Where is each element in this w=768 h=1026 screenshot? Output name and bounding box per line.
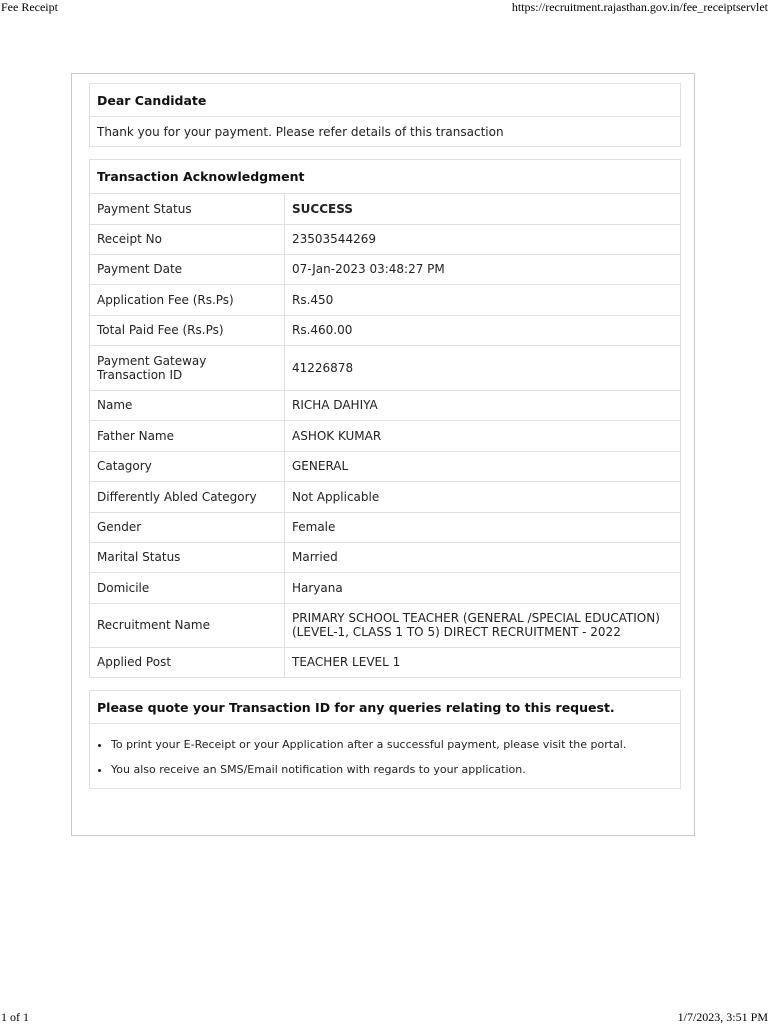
row-label-recruitment-name: Recruitment Name	[90, 603, 285, 647]
table-row	[90, 254, 680, 284]
print-page-title: Fee Receipt	[1, 0, 58, 14]
row-label-name: Name	[90, 390, 285, 420]
category: GENERAL	[285, 451, 681, 481]
recruitment-name: PRIMARY SCHOOL TEACHER (GENERAL /SPECIAL EDUCATION) (LEVEL-1, CLASS 1 TO 5) DIRECT RECRUITMENT - 2022	[285, 603, 681, 647]
transaction-panel	[89, 159, 681, 678]
table-row	[90, 345, 680, 390]
row-label-gender: Gender	[90, 512, 285, 542]
table-row	[90, 481, 680, 512]
table-row	[90, 451, 680, 481]
row-label-total-paid-fee: Total Paid Fee (Rs.Ps)	[90, 315, 285, 345]
row-label-payment-status: Payment Status	[90, 194, 285, 224]
row-label-differently-abled: Differently Abled Category	[90, 481, 285, 512]
greeting-message: Thank you for your payment. Please refer details of this transaction	[97, 124, 504, 139]
table-row	[90, 603, 680, 647]
page-count: 1 of 1	[1, 1010, 29, 1024]
gateway-transaction-id: 41226878	[285, 345, 681, 390]
table-row	[90, 224, 680, 254]
table-row	[90, 194, 680, 224]
table-row	[90, 647, 680, 677]
print-header	[0, 0, 768, 16]
table-row	[90, 390, 680, 420]
total-paid-fee: Rs.460.00	[285, 315, 681, 345]
greeting-title: Dear Candidate	[90, 84, 680, 117]
row-label-receipt-no: Receipt No	[90, 224, 285, 254]
table-row	[90, 284, 680, 315]
list-item: • You also receive an SMS/Email notification with regards to your application.	[111, 757, 680, 782]
notice-panel	[89, 690, 681, 789]
row-label-applied-post: Applied Post	[90, 647, 285, 677]
transaction-details-table	[90, 194, 680, 677]
table-row	[90, 572, 680, 603]
row-label-marital-status: Marital Status	[90, 542, 285, 572]
notice-title: Please quote your Transaction ID for any queries relating to this request.	[90, 691, 680, 724]
candidate-name: RICHA DAHIYA	[285, 390, 681, 420]
print-page-url: https://recruitment.rajasthan.gov.in/fee_receiptservlet	[511, 0, 768, 14]
row-label-category: Catagory	[90, 451, 285, 481]
table-row	[90, 542, 680, 572]
row-label-domicile: Domicile	[90, 572, 285, 603]
print-datetime: 1/7/2023, 3:51 PM	[677, 1010, 768, 1024]
receipt-container	[71, 73, 695, 836]
gender: Female	[285, 512, 681, 542]
table-row	[90, 512, 680, 542]
table-row	[90, 315, 680, 345]
row-label-payment-date: Payment Date	[90, 254, 285, 284]
transaction-title: Transaction Acknowledgment	[90, 160, 680, 194]
row-label-father-name: Father Name	[90, 420, 285, 451]
row-label-gateway-transaction-id: Payment Gateway Transaction ID	[90, 345, 285, 390]
greeting-panel	[89, 83, 681, 147]
father-name: ASHOK KUMAR	[285, 420, 681, 451]
list-item: • To print your E-Receipt or your Application after a successful payment, please visit the portal.	[111, 732, 680, 757]
notice-list	[90, 724, 680, 782]
table-row	[90, 420, 680, 451]
differently-abled-category: Not Applicable	[285, 481, 681, 512]
status-badge: SUCCESS	[285, 194, 681, 224]
marital-status: Married	[285, 542, 681, 572]
applied-post: TEACHER LEVEL 1	[292, 655, 401, 670]
row-label-application-fee: Application Fee (Rs.Ps)	[90, 284, 285, 315]
domicile: Haryana	[285, 572, 681, 603]
receipt-number: 23503544269	[285, 224, 681, 254]
payment-date: 07-Jan-2023 03:48:27 PM	[285, 254, 681, 284]
application-fee: Rs.450	[285, 284, 681, 315]
